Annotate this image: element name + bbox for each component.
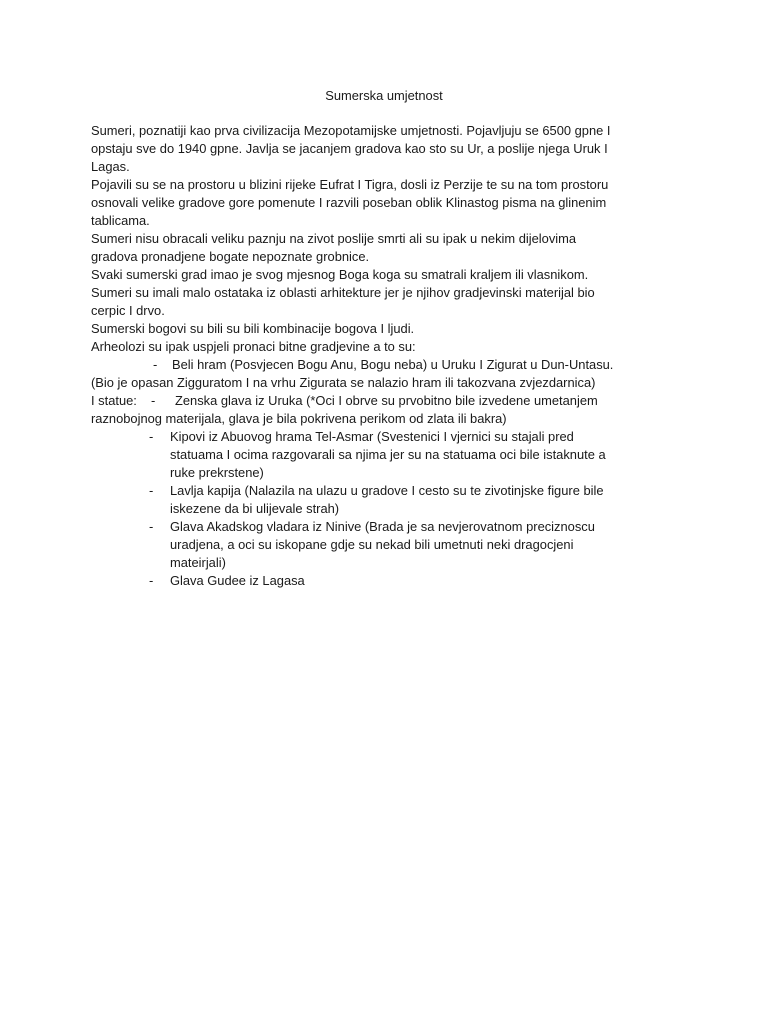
list-dash: -	[153, 357, 158, 372]
paragraph	[91, 284, 681, 320]
paragraph-line: Sumeri nisu obracali veliku paznju na zivot poslije smrti ali su ipak u nekim dijelovima	[91, 231, 577, 246]
list-item	[91, 428, 681, 482]
paragraph	[91, 122, 681, 176]
list-item-text: Beli hram (Posvjecen Bogu Anu, Bogu neba) u Uruku I Zigurat u Dun-Untasu.	[172, 357, 614, 372]
list-item-line: iskezene da bi ulijevale strah)	[170, 501, 340, 516]
statue-first-continuation: raznobojnog materijala, glava je bila pokrivena perikom od zlata ili bakra)	[91, 411, 507, 426]
ziggurat-note: (Bio je opasan Zigguratom I na vrhu Zigurata se nalazio hram ili takozvana zvjezdarnica)	[91, 375, 596, 390]
paragraph-line: Sumerski bogovi su bili su bili kombinacije bogova I ljudi.	[91, 321, 415, 336]
paragraph	[91, 266, 681, 284]
list-item-line: mateirjali)	[170, 555, 226, 570]
paragraph-line: opstaju sve do 1940 gpne. Javlja se jacanjem gradova kao sto su Ur, a poslije njega Uruk I	[91, 141, 608, 156]
document-body	[91, 122, 681, 590]
list-dash: -	[149, 483, 154, 498]
paragraph-line: Arheolozi su ipak uspjeli pronaci bitne gradjevine a to su:	[91, 339, 416, 354]
paragraph-line: osnovali velike gradove gore pomenute I razvili poseban oblik Klinastog pisma na glinenim	[91, 195, 607, 210]
paragraph-line: Pojavili su se na prostoru u blizini rijeke Eufrat I Tigra, dosli iz Perzije te su na tom prostoru	[91, 177, 609, 192]
paragraph	[91, 320, 681, 338]
paragraph-group	[91, 122, 681, 356]
document-title: Sumerska umjetnost	[325, 88, 443, 103]
list-item-line: Glava Akadskog vladara iz Ninive (Brada je sa nevjerovatnom preciznoscu	[170, 519, 595, 534]
paragraph-line: cerpic I drvo.	[91, 303, 165, 318]
paragraph-line: gradova pronadjene bogate nepoznate grobnice.	[91, 249, 370, 264]
list-item-text	[91, 428, 681, 482]
paragraph-line: Sumeri su imali malo ostataka iz oblasti arhitekture jer je njihov gradjevinski materijal bio	[91, 285, 595, 300]
list-item-line: Glava Gudee iz Lagasa	[170, 573, 305, 588]
statue-first-line: Zenska glava iz Uruka (*Oci I obrve su prvobitno bile izvedene umetanjem	[175, 393, 598, 408]
list-dash: -	[149, 573, 154, 588]
list-item-line: ruke prekrstene)	[170, 465, 264, 480]
list-item-line: statuama I ocima razgovarali sa njima jer su na statuama oci bile istaknute a	[170, 447, 606, 462]
list-item-line: Kipovi iz Abuovog hrama Tel-Asmar (Svestenici I vjernici su stajali pred	[170, 429, 574, 444]
paragraph-line: Svaki sumerski grad imao je svog mjesnog Boga koga su smatrali kraljem ili vlasnikom.	[91, 267, 589, 282]
list-dash: -	[151, 393, 156, 408]
list-dash: -	[149, 429, 154, 444]
list-item-text	[91, 482, 681, 518]
statues-label: I statue:	[91, 393, 137, 408]
paragraph	[91, 176, 681, 230]
paragraph-line: Sumeri, poznatiji kao prva civilizacija Mezopotamijske umjetnosti. Pojavljuju se 6500 gpne I	[91, 123, 611, 138]
list-item-text	[91, 572, 681, 590]
list-item	[91, 518, 681, 572]
list-item	[91, 572, 681, 590]
paragraph-line: tablicama.	[91, 213, 150, 228]
list-item-line: Lavlja kapija (Nalazila na ulazu u gradove I cesto su te zivotinjske figure bile	[170, 483, 604, 498]
paragraph	[91, 230, 681, 266]
paragraph-line: Lagas.	[91, 159, 130, 174]
statues-intro	[91, 392, 681, 410]
statue-list	[91, 428, 681, 590]
list-dash: -	[149, 519, 154, 534]
list-item	[91, 482, 681, 518]
paragraph	[91, 338, 681, 356]
list-item-line: uradjena, a oci su iskopane gdje su nekad bili umetnuti neki dragocjeni	[170, 537, 574, 552]
list-item-beli-hram	[91, 356, 681, 374]
list-item-text	[91, 518, 681, 572]
